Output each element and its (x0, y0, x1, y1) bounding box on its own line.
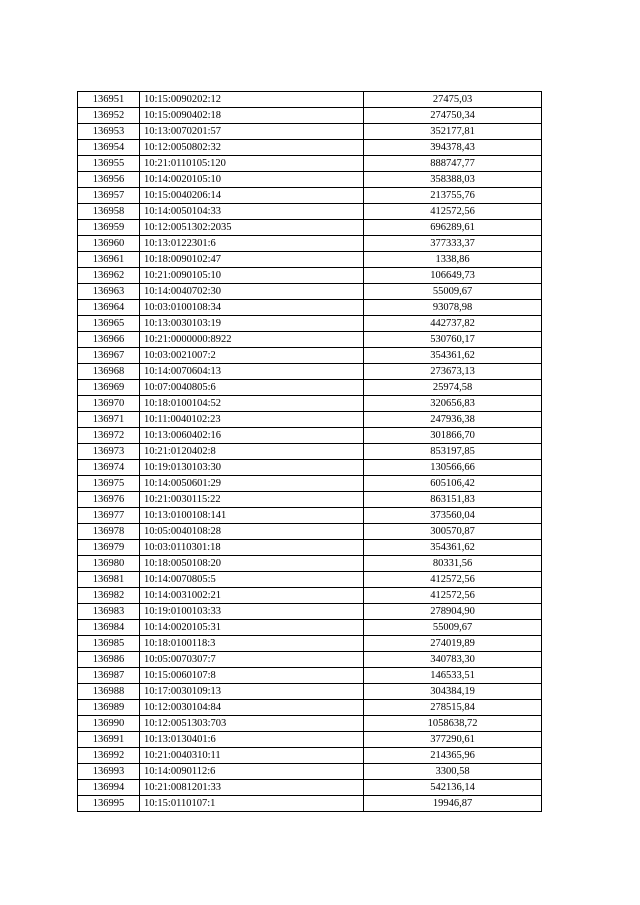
amount-cell: 530760,17 (364, 332, 542, 348)
table-row (78, 700, 542, 716)
amount-cell: 274019,89 (364, 636, 542, 652)
row-number-cell: 136989 (78, 700, 140, 716)
amount-cell: 274750,34 (364, 108, 542, 124)
row-number-cell: 136955 (78, 156, 140, 172)
cadastral-number-cell: 10:21:0040310:11 (140, 748, 364, 764)
cadastral-number-cell: 10:05:0070307:7 (140, 652, 364, 668)
row-number-cell: 136954 (78, 140, 140, 156)
table-row (78, 652, 542, 668)
amount-cell: 25974,58 (364, 380, 542, 396)
table-row (78, 732, 542, 748)
table-row (78, 780, 542, 796)
table-row (78, 796, 542, 812)
cadastral-number-cell: 10:19:0100103:33 (140, 604, 364, 620)
cadastral-number-cell: 10:14:0050104:33 (140, 204, 364, 220)
cadastral-number-cell: 10:12:0050802:32 (140, 140, 364, 156)
row-number-cell: 136974 (78, 460, 140, 476)
amount-cell: 301866,70 (364, 428, 542, 444)
cadastral-number-cell: 10:14:0050601:29 (140, 476, 364, 492)
amount-cell: 412572,56 (364, 572, 542, 588)
row-number-cell: 136951 (78, 92, 140, 108)
amount-cell: 1058638,72 (364, 716, 542, 732)
amount-cell: 304384,19 (364, 684, 542, 700)
amount-cell: 55009,67 (364, 620, 542, 636)
table-row (78, 508, 542, 524)
cadastral-number-cell: 10:18:0050108:20 (140, 556, 364, 572)
row-number-cell: 136958 (78, 204, 140, 220)
cadastral-number-cell: 10:14:0070604:13 (140, 364, 364, 380)
row-number-cell: 136988 (78, 684, 140, 700)
amount-cell: 542136,14 (364, 780, 542, 796)
row-number-cell: 136963 (78, 284, 140, 300)
row-number-cell: 136970 (78, 396, 140, 412)
amount-cell: 146533,51 (364, 668, 542, 684)
row-number-cell: 136984 (78, 620, 140, 636)
row-number-cell: 136979 (78, 540, 140, 556)
row-number-cell: 136975 (78, 476, 140, 492)
cadastral-number-cell: 10:12:0030104:84 (140, 700, 364, 716)
row-number-cell: 136960 (78, 236, 140, 252)
table-row (78, 156, 542, 172)
row-number-cell: 136993 (78, 764, 140, 780)
row-number-cell: 136964 (78, 300, 140, 316)
table-row (78, 268, 542, 284)
cadastral-number-cell: 10:15:0040206:14 (140, 188, 364, 204)
cadastral-number-cell: 10:18:0090102:47 (140, 252, 364, 268)
table-row (78, 220, 542, 236)
table-row (78, 284, 542, 300)
cadastral-number-cell: 10:14:0020105:10 (140, 172, 364, 188)
row-number-cell: 136953 (78, 124, 140, 140)
cadastral-number-cell: 10:18:0100104:52 (140, 396, 364, 412)
row-number-cell: 136977 (78, 508, 140, 524)
cadastral-number-cell: 10:14:0020105:31 (140, 620, 364, 636)
table-row (78, 412, 542, 428)
table-row (78, 140, 542, 156)
amount-cell: 412572,56 (364, 588, 542, 604)
table-row (78, 300, 542, 316)
table-row (78, 444, 542, 460)
amount-cell: 605106,42 (364, 476, 542, 492)
cadastral-number-cell: 10:18:0100118:3 (140, 636, 364, 652)
amount-cell: 93078,98 (364, 300, 542, 316)
cadastral-number-cell: 10:15:0060107:8 (140, 668, 364, 684)
table-row (78, 588, 542, 604)
table-body (78, 92, 542, 812)
cadastral-number-cell: 10:13:0030103:19 (140, 316, 364, 332)
row-number-cell: 136973 (78, 444, 140, 460)
amount-cell: 394378,43 (364, 140, 542, 156)
row-number-cell: 136972 (78, 428, 140, 444)
table-row (78, 316, 542, 332)
table-row (78, 748, 542, 764)
table-row (78, 572, 542, 588)
amount-cell: 888747,77 (364, 156, 542, 172)
cadastral-number-cell: 10:21:0000000:8922 (140, 332, 364, 348)
row-number-cell: 136978 (78, 524, 140, 540)
row-number-cell: 136985 (78, 636, 140, 652)
cadastral-number-cell: 10:21:0120402:8 (140, 444, 364, 460)
cadastral-number-cell: 10:21:0081201:33 (140, 780, 364, 796)
table-row (78, 460, 542, 476)
table-row (78, 476, 542, 492)
row-number-cell: 136961 (78, 252, 140, 268)
amount-cell: 1338,86 (364, 252, 542, 268)
cadastral-number-cell: 10:15:0090202:12 (140, 92, 364, 108)
row-number-cell: 136983 (78, 604, 140, 620)
amount-cell: 247936,38 (364, 412, 542, 428)
table-row (78, 236, 542, 252)
cadastral-number-cell: 10:14:0040702:30 (140, 284, 364, 300)
table-row (78, 524, 542, 540)
row-number-cell: 136959 (78, 220, 140, 236)
amount-cell: 27475,03 (364, 92, 542, 108)
amount-cell: 320656,83 (364, 396, 542, 412)
amount-cell: 863151,83 (364, 492, 542, 508)
amount-cell: 377290,61 (364, 732, 542, 748)
amount-cell: 358388,03 (364, 172, 542, 188)
row-number-cell: 136994 (78, 780, 140, 796)
table-row (78, 348, 542, 364)
cadastral-number-cell: 10:13:0070201:57 (140, 124, 364, 140)
table-row (78, 540, 542, 556)
table-row (78, 764, 542, 780)
table-row (78, 380, 542, 396)
table-row (78, 252, 542, 268)
cadastral-number-cell: 10:03:0100108:34 (140, 300, 364, 316)
row-number-cell: 136967 (78, 348, 140, 364)
row-number-cell: 136966 (78, 332, 140, 348)
table-row (78, 124, 542, 140)
amount-cell: 853197,85 (364, 444, 542, 460)
row-number-cell: 136980 (78, 556, 140, 572)
table-row (78, 172, 542, 188)
amount-cell: 354361,62 (364, 348, 542, 364)
row-number-cell: 136991 (78, 732, 140, 748)
cadastral-number-cell: 10:13:0130401:6 (140, 732, 364, 748)
table-row (78, 668, 542, 684)
row-number-cell: 136952 (78, 108, 140, 124)
cadastral-number-cell: 10:21:0110105:120 (140, 156, 364, 172)
table-row (78, 396, 542, 412)
cadastral-number-cell: 10:03:0110301:18 (140, 540, 364, 556)
cadastral-number-cell: 10:13:0100108:141 (140, 508, 364, 524)
cadastral-number-cell: 10:12:0051303:703 (140, 716, 364, 732)
row-number-cell: 136956 (78, 172, 140, 188)
row-number-cell: 136987 (78, 668, 140, 684)
amount-cell: 3300,58 (364, 764, 542, 780)
cadastral-number-cell: 10:15:0110107:1 (140, 796, 364, 812)
amount-cell: 80331,56 (364, 556, 542, 572)
row-number-cell: 136971 (78, 412, 140, 428)
amount-cell: 55009,67 (364, 284, 542, 300)
cadastral-number-cell: 10:05:0040108:28 (140, 524, 364, 540)
amount-cell: 352177,81 (364, 124, 542, 140)
row-number-cell: 136968 (78, 364, 140, 380)
table-row (78, 716, 542, 732)
cadastral-number-cell: 10:12:0051302:2035 (140, 220, 364, 236)
table-row (78, 92, 542, 108)
cadastral-number-cell: 10:13:0060402:16 (140, 428, 364, 444)
cadastral-number-cell: 10:07:0040805:6 (140, 380, 364, 396)
table-row (78, 492, 542, 508)
table-row (78, 556, 542, 572)
cadastral-number-cell: 10:19:0130103:30 (140, 460, 364, 476)
amount-cell: 373560,04 (364, 508, 542, 524)
table-row (78, 188, 542, 204)
amount-cell: 213755,76 (364, 188, 542, 204)
cadastral-number-cell: 10:14:0031002:21 (140, 588, 364, 604)
table-row (78, 108, 542, 124)
amount-cell: 278904,90 (364, 604, 542, 620)
row-number-cell: 136990 (78, 716, 140, 732)
amount-cell: 412572,56 (364, 204, 542, 220)
row-number-cell: 136986 (78, 652, 140, 668)
row-number-cell: 136957 (78, 188, 140, 204)
table-row (78, 428, 542, 444)
row-number-cell: 136981 (78, 572, 140, 588)
amount-cell: 340783,30 (364, 652, 542, 668)
row-number-cell: 136982 (78, 588, 140, 604)
row-number-cell: 136965 (78, 316, 140, 332)
table-row (78, 604, 542, 620)
row-number-cell: 136992 (78, 748, 140, 764)
table-row (78, 332, 542, 348)
cadastral-number-cell: 10:21:0030115:22 (140, 492, 364, 508)
amount-cell: 278515,84 (364, 700, 542, 716)
table-row (78, 620, 542, 636)
amount-cell: 130566,66 (364, 460, 542, 476)
table-row (78, 684, 542, 700)
cadastral-number-cell: 10:03:0021007:2 (140, 348, 364, 364)
cadastral-number-cell: 10:14:0090112:6 (140, 764, 364, 780)
amount-cell: 19946,87 (364, 796, 542, 812)
data-table (77, 91, 542, 812)
row-number-cell: 136969 (78, 380, 140, 396)
amount-cell: 696289,61 (364, 220, 542, 236)
cadastral-number-cell: 10:21:0090105:10 (140, 268, 364, 284)
amount-cell: 354361,62 (364, 540, 542, 556)
cadastral-number-cell: 10:11:0040102:23 (140, 412, 364, 428)
row-number-cell: 136976 (78, 492, 140, 508)
table-row (78, 364, 542, 380)
cadastral-number-cell: 10:14:0070805:5 (140, 572, 364, 588)
amount-cell: 377333,37 (364, 236, 542, 252)
row-number-cell: 136995 (78, 796, 140, 812)
cadastral-number-cell: 10:15:0090402:18 (140, 108, 364, 124)
amount-cell: 300570,87 (364, 524, 542, 540)
amount-cell: 106649,73 (364, 268, 542, 284)
amount-cell: 214365,96 (364, 748, 542, 764)
amount-cell: 442737,82 (364, 316, 542, 332)
table-row (78, 204, 542, 220)
cadastral-number-cell: 10:13:0122301:6 (140, 236, 364, 252)
cadastral-number-cell: 10:17:0030109:13 (140, 684, 364, 700)
table-row (78, 636, 542, 652)
row-number-cell: 136962 (78, 268, 140, 284)
amount-cell: 273673,13 (364, 364, 542, 380)
